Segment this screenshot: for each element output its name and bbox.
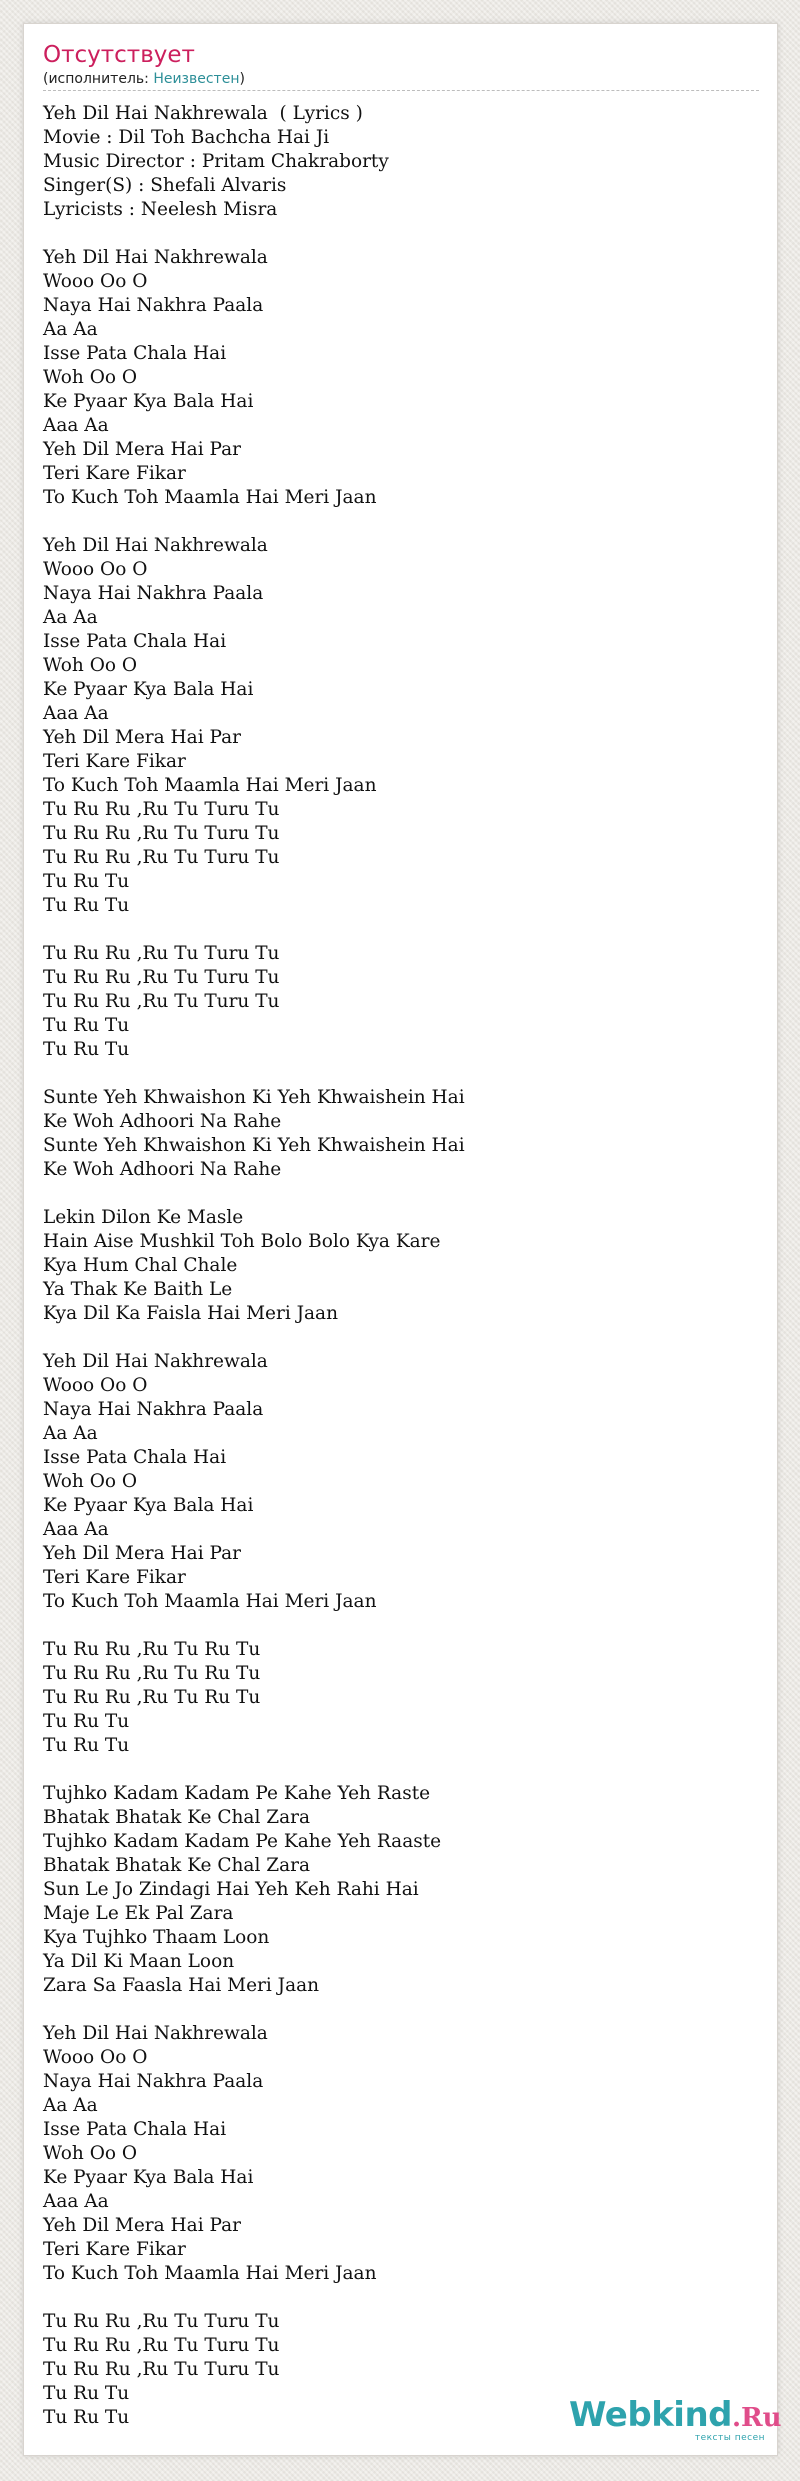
lyrics-line: Teri Kare Fikar	[43, 2239, 186, 2260]
lyrics-line: Tujhko Kadam Kadam Pe Kahe Yeh Raaste	[43, 1831, 442, 1852]
lyrics-line: Aa Aa	[43, 607, 98, 628]
lyrics-line: Kya Hum Chal Chale	[43, 1255, 238, 1276]
lyrics-line: Yeh Dil Mera Hai Par	[43, 727, 241, 748]
lyrics-line: Isse Pata Chala Hai	[43, 2119, 227, 2140]
lyrics-line: To Kuch Toh Maamla Hai Meri Jaan	[43, 487, 377, 508]
lyrics-line: Wooo Oo O	[43, 2047, 148, 2068]
lyrics-line: Yeh Dil Hai Nakhrewala	[43, 1351, 268, 1372]
lyrics-line: Naya Hai Nakhra Paala	[43, 583, 264, 604]
lyrics-line: Ke Pyaar Kya Bala Hai	[43, 391, 254, 412]
lyrics-line: Naya Hai Nakhra Paala	[43, 295, 264, 316]
lyrics-line: Hain Aise Mushkil Toh Bolo Bolo Kya Kare	[43, 1231, 441, 1252]
lyrics-line: Yeh Dil Mera Hai Par	[43, 1543, 241, 1564]
lyrics-line: Tu Ru Ru ,Ru Tu Turu Tu	[43, 2359, 280, 2380]
lyrics-line: Tu Ru Ru ,Ru Tu Turu Tu	[43, 2335, 280, 2356]
lyrics-line: Yeh Dil Mera Hai Par	[43, 439, 241, 460]
lyrics-line: Naya Hai Nakhra Paala	[43, 2071, 264, 2092]
lyrics-line: Tu Ru Ru ,Ru Tu Turu Tu	[43, 967, 280, 988]
lyrics-line: Teri Kare Fikar	[43, 463, 186, 484]
lyrics-line: Singer(S) : Shefali Alvaris	[43, 175, 287, 196]
logo-tagline: тексты песен	[694, 2433, 765, 2443]
lyrics-line: To Kuch Toh Maamla Hai Meri Jaan	[43, 775, 377, 796]
lyrics-line: Yeh Dil Hai Nakhrewala	[43, 535, 268, 556]
lyrics-line: Yeh Dil Hai Nakhrewala	[43, 2023, 268, 2044]
lyrics-blank-line	[43, 510, 743, 534]
logo-domain: .Ru	[732, 2403, 782, 2433]
lyrics-line: Kya Dil Ka Faisla Hai Meri Jaan	[43, 1303, 339, 1324]
lyrics-line: Ya Dil Ki Maan Loon	[43, 1951, 235, 1972]
lyrics-line: Lyricists : Neelesh Misra	[43, 199, 278, 220]
lyrics-line: Bhatak Bhatak Ke Chal Zara	[43, 1807, 310, 1828]
lyrics-line: Kya Tujhko Thaam Loon	[43, 1927, 270, 1948]
lyrics-line: Isse Pata Chala Hai	[43, 1447, 227, 1468]
lyrics-blank-line	[43, 2286, 743, 2310]
lyrics-line: To Kuch Toh Maamla Hai Meri Jaan	[43, 1591, 377, 1612]
lyrics-line: Sunte Yeh Khwaishon Ki Yeh Khwaishein Hai	[43, 1087, 465, 1108]
lyrics-line: Ke Woh Adhoori Na Rahe	[43, 1111, 282, 1132]
artist-line	[43, 70, 245, 88]
lyrics-line: Ya Thak Ke Baith Le	[43, 1279, 233, 1300]
lyrics-line: Teri Kare Fikar	[43, 751, 186, 772]
song-title: Отсутствует	[43, 42, 195, 68]
lyrics-line: Woh Oo O	[43, 367, 138, 388]
artist-suffix: )	[239, 71, 245, 87]
lyrics-line: Tujhko Kadam Kadam Pe Kahe Yeh Raste	[43, 1783, 431, 1804]
lyrics-line: To Kuch Toh Maamla Hai Meri Jaan	[43, 2263, 377, 2284]
lyrics-line: Tu Ru Tu	[43, 1039, 130, 1060]
lyrics-blank-line	[43, 918, 743, 942]
lyrics-line: Tu Ru Tu	[43, 2407, 130, 2428]
lyrics-line: Tu Ru Ru ,Ru Tu Turu Tu	[43, 943, 280, 964]
lyrics-line: Music Director : Pritam Chakraborty	[43, 151, 389, 172]
lyrics-line: Ke Pyaar Kya Bala Hai	[43, 679, 254, 700]
lyrics-line: Tu Ru Tu	[43, 1735, 130, 1756]
lyrics-line: Tu Ru Ru ,Ru Tu Ru Tu	[43, 1663, 261, 1684]
lyrics-line: Tu Ru Tu	[43, 1015, 130, 1036]
lyrics-blank-line	[43, 1998, 743, 2022]
lyrics-text	[43, 102, 743, 2430]
lyrics-line: Tu Ru Ru ,Ru Tu Turu Tu	[43, 823, 280, 844]
lyrics-line: Yeh Dil Hai Nakhrewala ( Lyrics )	[43, 103, 363, 124]
lyrics-line: Tu Ru Tu	[43, 2383, 130, 2404]
lyrics-line: Ke Woh Adhoori Na Rahe	[43, 1159, 282, 1180]
lyrics-line: Yeh Dil Mera Hai Par	[43, 2215, 241, 2236]
lyrics-line: Tu Ru Ru ,Ru Tu Ru Tu	[43, 1687, 261, 1708]
lyrics-line: Tu Ru Ru ,Ru Tu Turu Tu	[43, 991, 280, 1012]
lyrics-blank-line	[43, 1062, 743, 1086]
lyrics-line: Naya Hai Nakhra Paala	[43, 1399, 264, 1420]
artist-link[interactable]: Неизвестен	[153, 71, 240, 87]
lyrics-blank-line	[43, 1614, 743, 1638]
header-divider	[43, 90, 759, 91]
lyrics-line: Maje Le Ek Pal Zara	[43, 1903, 234, 1924]
lyrics-line: Aa Aa	[43, 2095, 98, 2116]
lyrics-card	[23, 23, 782, 2456]
lyrics-line: Isse Pata Chala Hai	[43, 631, 227, 652]
lyrics-line: Woh Oo O	[43, 655, 138, 676]
lyrics-line: Aaa Aa	[43, 703, 109, 724]
lyrics-line: Yeh Dil Hai Nakhrewala	[43, 247, 268, 268]
lyrics-line: Wooo Oo O	[43, 1375, 148, 1396]
lyrics-line: Aa Aa	[43, 319, 98, 340]
lyrics-blank-line	[43, 1182, 743, 1206]
lyrics-line: Isse Pata Chala Hai	[43, 343, 227, 364]
lyrics-line: Lekin Dilon Ke Masle	[43, 1207, 244, 1228]
lyrics-line: Bhatak Bhatak Ke Chal Zara	[43, 1855, 310, 1876]
lyrics-line: Tu Ru Tu	[43, 1711, 130, 1732]
artist-prefix: (исполнитель:	[43, 71, 154, 87]
lyrics-line: Sun Le Jo Zindagi Hai Yeh Keh Rahi Hai	[43, 1879, 419, 1900]
lyrics-line: Movie : Dil Toh Bachcha Hai Ji	[43, 127, 330, 148]
lyrics-line: Woh Oo O	[43, 2143, 138, 2164]
lyrics-line: Aaa Aa	[43, 415, 109, 436]
site-logo[interactable]	[569, 2395, 782, 2443]
lyrics-line: Tu Ru Ru ,Ru Tu Turu Tu	[43, 799, 280, 820]
lyrics-line: Tu Ru Ru ,Ru Tu Ru Tu	[43, 1639, 261, 1660]
lyrics-line: Aa Aa	[43, 1423, 98, 1444]
lyrics-line: Aaa Aa	[43, 1519, 109, 1540]
lyrics-line: Woh Oo O	[43, 1471, 138, 1492]
lyrics-line: Zara Sa Faasla Hai Meri Jaan	[43, 1975, 320, 1996]
lyrics-line: Ke Pyaar Kya Bala Hai	[43, 1495, 254, 1516]
lyrics-line: Teri Kare Fikar	[43, 1567, 186, 1588]
lyrics-line: Wooo Oo O	[43, 559, 148, 580]
lyrics-line: Aaa Aa	[43, 2191, 109, 2212]
lyrics-blank-line	[43, 1326, 743, 1350]
lyrics-line: Sunte Yeh Khwaishon Ki Yeh Khwaishein Hai	[43, 1135, 465, 1156]
lyrics-blank-line	[43, 1758, 743, 1782]
lyrics-line: Tu Ru Tu	[43, 871, 130, 892]
logo-wordmark: Webkind	[569, 2395, 732, 2435]
lyrics-line: Tu Ru Ru ,Ru Tu Turu Tu	[43, 847, 280, 868]
lyrics-line: Tu Ru Tu	[43, 895, 130, 916]
lyrics-line: Ke Pyaar Kya Bala Hai	[43, 2167, 254, 2188]
lyrics-line: Wooo Oo O	[43, 271, 148, 292]
lyrics-blank-line	[43, 222, 743, 246]
lyrics-line: Tu Ru Ru ,Ru Tu Turu Tu	[43, 2311, 280, 2332]
